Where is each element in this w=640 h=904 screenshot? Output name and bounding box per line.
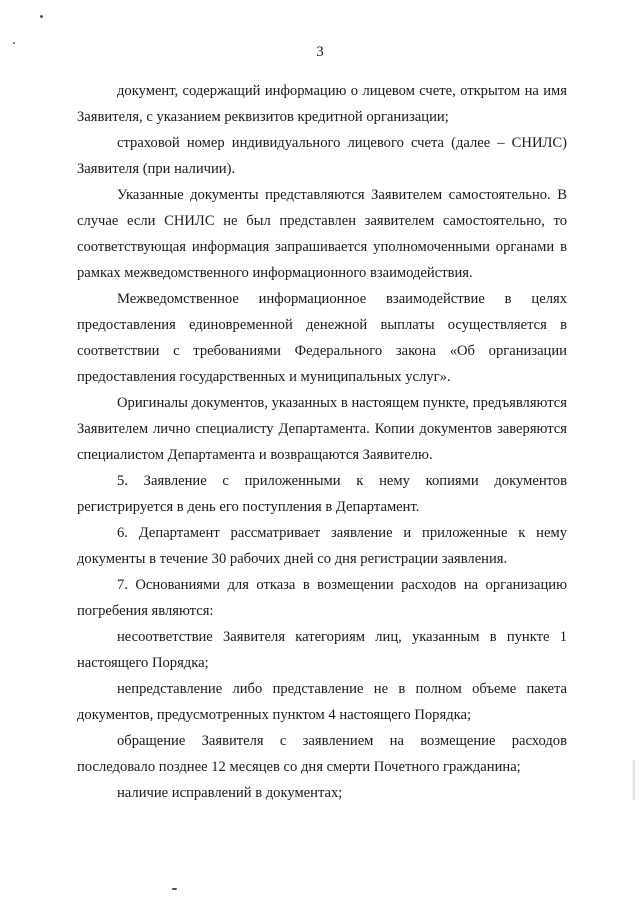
paragraph-bank-account: документ, содержащий информацию о лицевом счете, открытом на имя Заявителя, с указанием реквизитов кредитной организации;: [77, 83, 567, 125]
paragraph-item-7: 7. Основаниями для отказа в возмещении расходов на организацию погребения являются:: [77, 577, 567, 619]
document-body: [77, 78, 567, 806]
paragraph-interagency-interaction: Межведомственное информационное взаимодействие в целях предоставления единовременной денежной выплаты осуществляется в соответствии с требованиями Федерального закона «Об организации предоставления государственных и муниципальных услуг».: [77, 291, 567, 385]
scan-speck: [172, 888, 177, 890]
paragraph-refusal-category: несоответствие Заявителя категориям лиц, указанным в пункте 1 настоящего Порядка;: [77, 629, 567, 671]
paragraph-refusal-late: обращение Заявителя с заявлением на возмещение расходов последовало позднее 12 месяцев со дня смерти Почетного гражданина;: [77, 733, 567, 775]
paragraph-documents-submission: Указанные документы представляются Заявителем самостоятельно. В случае если СНИЛС не был представлен заявителем самостоятельно, то соответствующая информация запрашивается уполномоченными органами в рамках межведомственного информационного взаимодействия.: [77, 187, 567, 281]
paragraph-snils: страховой номер индивидуального лицевого счета (далее – СНИЛС) Заявителя (при наличии).: [77, 135, 567, 177]
scan-speck: [40, 15, 43, 18]
paragraph-refusal-corrections: наличие исправлений в документах;: [117, 785, 343, 801]
paragraph-originals: Оригиналы документов, указанных в настоящем пункте, предъявляются Заявителем лично специалисту Департамента. Копии документов заверяются специалистом Департамента и возвращаются Заявителю.: [77, 395, 567, 463]
page-number: 3: [316, 44, 324, 60]
paragraph-item-6: 6. Департамент рассматривает заявление и приложенные к нему документы в течение 30 рабочих дней со дня регистрации заявления.: [77, 525, 567, 567]
paragraph-item-5: 5. Заявление с приложенными к нему копиями документов регистрируется в день его поступления в Департамент.: [77, 473, 567, 515]
paragraph-refusal-incomplete: непредставление либо представление не в полном объеме пакета документов, предусмотренных пунктом 4 настоящего Порядка;: [77, 681, 567, 723]
scan-edge-shadow: [632, 760, 635, 800]
